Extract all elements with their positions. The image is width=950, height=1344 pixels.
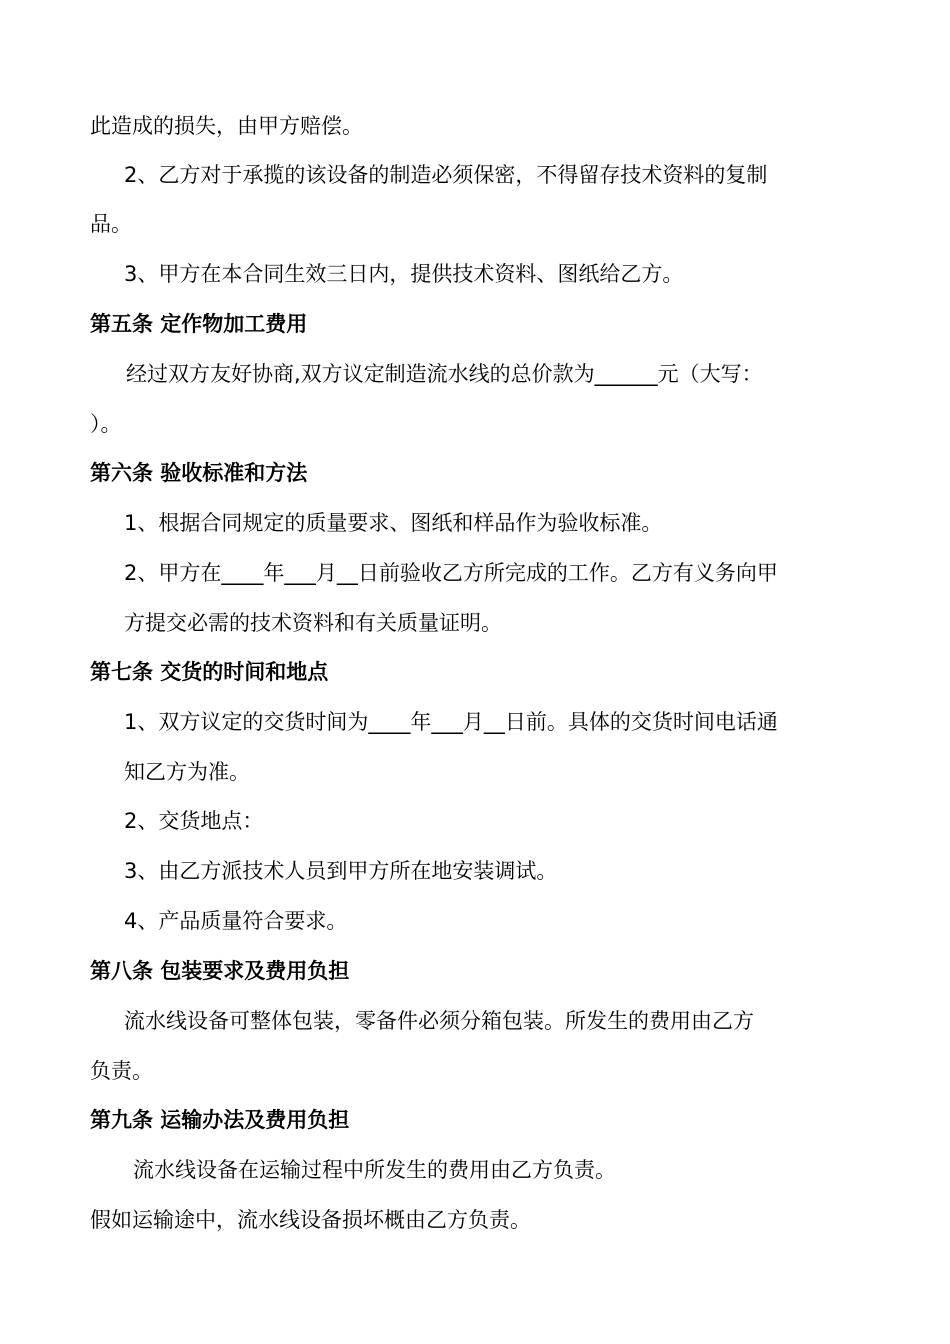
paragraph-line: 此造成的损失，由甲方赔偿。: [90, 114, 363, 138]
clause-item: 4、产品质量符合要求。: [124, 909, 348, 933]
paragraph-line: 假如运输途中，流水线设备损坏概由乙方负责。: [90, 1208, 531, 1232]
clause-item: 2、交货地点：: [124, 809, 264, 833]
clause-item: 1、双方议定的交货时间为____年___月__日前。具体的交货时间电话通: [124, 710, 778, 734]
paragraph-line: 方提交必需的技术资料和有关质量证明。: [124, 611, 502, 635]
clause-item: 3、由乙方派技术人员到甲方所在地安装调试。: [124, 859, 558, 883]
paragraph-line: 知乙方为准。: [124, 760, 250, 784]
paragraph-line: 品。: [90, 212, 132, 236]
clause-item: 3、甲方在本合同生效三日内，提供技术资料、图纸给乙方。: [124, 262, 684, 286]
paragraph-line: 经过双方友好协商,双方议定制造流水线的总价款为______元（大写：: [126, 362, 763, 386]
article-heading: 第九条 运输办法及费用负担: [90, 1108, 350, 1132]
article-heading: 第五条 定作物加工费用: [90, 312, 308, 336]
paragraph-line: 流水线设备在运输过程中所发生的费用由乙方负责。: [133, 1158, 616, 1182]
clause-item: 2、乙方对于承揽的该设备的制造必须保密，不得留存技术资料的复制: [124, 163, 768, 187]
article-heading: 第八条 包装要求及费用负担: [90, 959, 350, 983]
paragraph-line: 负责。: [90, 1059, 153, 1083]
article-heading: 第七条 交货的时间和地点: [90, 660, 329, 684]
paragraph-line: 流水线设备可整体包装，零备件必须分箱包装。所发生的费用由乙方: [124, 1009, 754, 1033]
clause-item: 2、甲方在____年___月__日前验收乙方所完成的工作。乙方有义务向甲: [124, 561, 778, 585]
paragraph-line: ）。: [90, 412, 122, 436]
clause-item: 1、根据合同规定的质量要求、图纸和样品作为验收标准。: [124, 511, 663, 535]
article-heading: 第六条 验收标准和方法: [90, 461, 308, 485]
